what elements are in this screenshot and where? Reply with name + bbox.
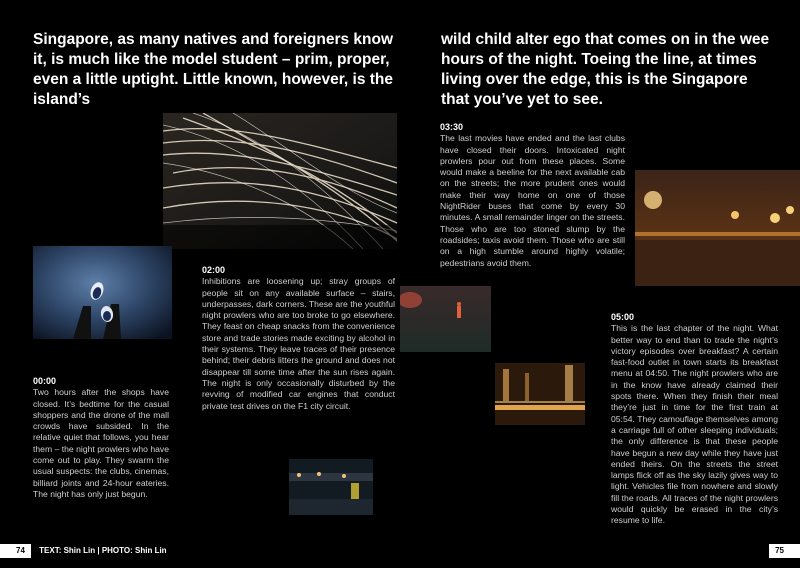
page-number-right: 75 bbox=[769, 544, 800, 558]
section-text: Inhibitions are loosening up; stray groups of people sit on any available surface – stairs, underpasses, dark corners. These are the youthful night prowlers who are too broke to go elsewhere. They feast on cheap snacks from the convenience store and trade stories made exciting by alcohol in their systems. They leave traces of their presence behind; their debris litters the ground and does not disappear till some time after the sun rises again. The night is only occasionally disturbed by the revving of modified car engines that conduct private test drives on the F1 city circuit. bbox=[202, 276, 395, 411]
section-time: 05:00 bbox=[611, 312, 635, 322]
photo-night-street bbox=[289, 459, 373, 515]
credit-line: TEXT: Shin Lin | PHOTO: Shin Lin bbox=[39, 546, 167, 555]
section-text: The last movies have ended and the last clubs have closed their doors. Intoxicated night prowlers pour out from these places. Some would make a beeline for the next available cab on the streets; the more prudent ones would make their way home on one of those NightRider buses that come by every 30 minutes. A small remainder linger on the streets. Those who are too stoned slump by the roadsides; taxis avoid them. Those who are still on a high stumble around highly volatile; pedestrians avoid them. bbox=[440, 133, 625, 268]
section-text: This is the last chapter of the night. What better way to end than to trade the night’s victory episodes over breakfast? A certain fast-food outlet in town starts its breakfast menu at 04:50. The night prowlers who are in the know have already claimed their spots there. When they finish their meal they’re just in time for the first train at 05:54. They camouflage themselves among a carriage full of other sleeping individuals; the only difference is that these people have begun a new day while they have just ended theirs. On the streets the street lamps flick off as the sky lazily gives way to light. Vehicles file from nowhere and slowly fill the roads. All traces of the night prowlers would quickly be erased in the city’s resume to life. bbox=[611, 323, 778, 526]
section-0200 bbox=[202, 265, 395, 412]
headline-right: wild child alter ego that comes on in the wee hours of the night. Toeing the line, at times living over the edge, this is the Singapore that you’ve yet to see. bbox=[441, 31, 770, 108]
photo-feet-in-shoes bbox=[33, 246, 172, 339]
page-number-left: 74 bbox=[0, 544, 31, 558]
footer-right bbox=[769, 544, 800, 558]
photo-figure-on-road bbox=[400, 286, 491, 352]
headline-left: Singapore, as many natives and foreigners know it, is much like the model student – prim, proper, even a little uptight. Little known, however, is the island’s bbox=[33, 31, 394, 108]
section-0000 bbox=[33, 376, 169, 500]
section-0330 bbox=[440, 122, 625, 269]
section-time: 00:00 bbox=[33, 376, 57, 386]
section-text: Two hours after the shops have closed. It’s bedtime for the casual shoppers and the drone of the mall crowds have subsided. In the relative quiet that follows, you hear them – the night prowlers who have come out to play. They swarm the usual suspects: the clubs, cinemas, billiard joints and 24-hour eateries. The night has only just begun. bbox=[33, 387, 169, 499]
photo-orange-light-streaks bbox=[495, 363, 585, 425]
section-time: 02:00 bbox=[202, 265, 226, 275]
photo-light-trails bbox=[163, 113, 397, 249]
footer-left bbox=[0, 544, 167, 558]
photo-city-lights-blur bbox=[635, 170, 800, 286]
section-time: 03:30 bbox=[440, 122, 464, 132]
section-0500 bbox=[611, 312, 778, 527]
